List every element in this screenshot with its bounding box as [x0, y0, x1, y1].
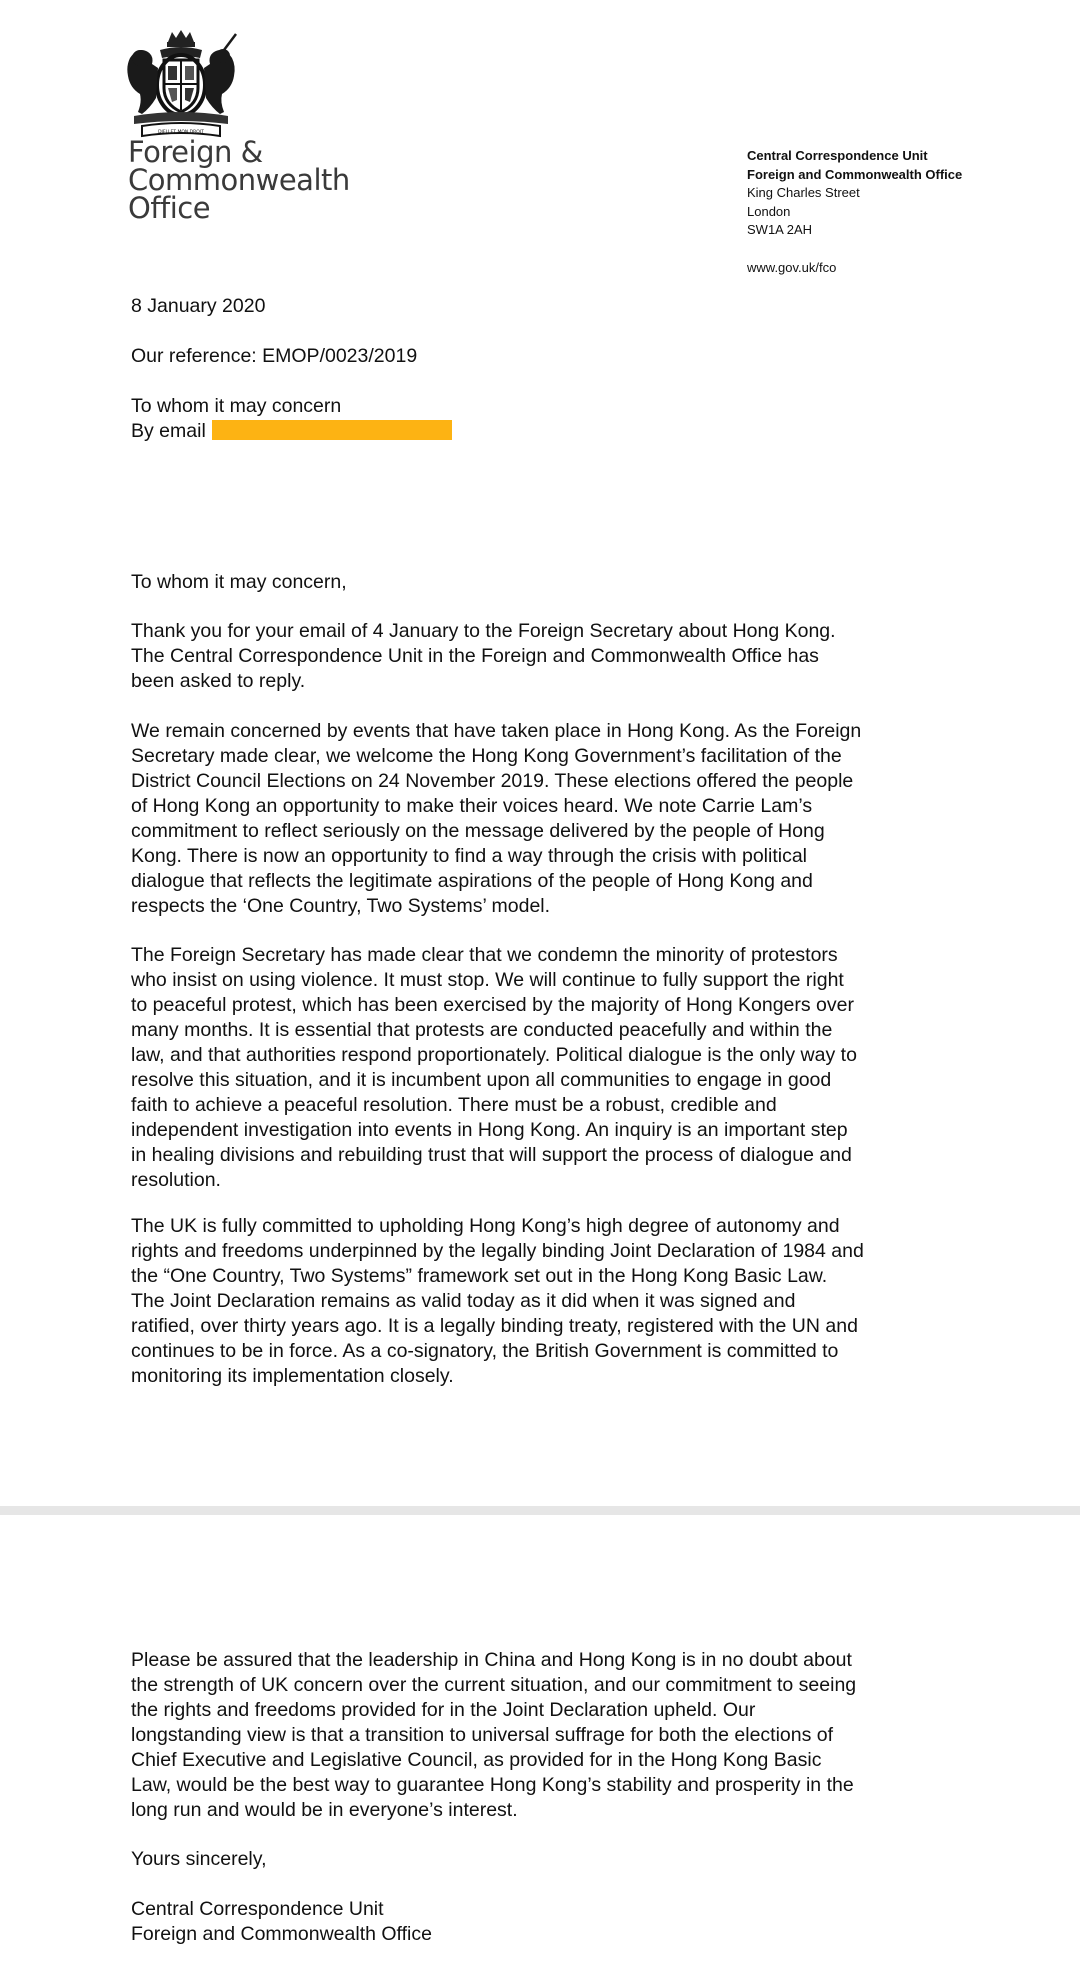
paragraph-line: resolution. [131, 1169, 221, 1191]
paragraph-3 [131, 943, 971, 1193]
sender-address [747, 147, 962, 277]
paragraph-line: Please be assured that the leadership in China and Hong Kong is in no doubt about [131, 1649, 852, 1671]
paragraph-line: resolve this situation, and it is incumbent upon all communities to engage in good [131, 1069, 832, 1091]
signature-unit: Central Correspondence Unit [131, 1898, 384, 1920]
letter-date: 8 January 2020 [131, 295, 266, 317]
logo-line-1: Foreign & [128, 135, 263, 169]
royal-coat-of-arms-icon [120, 28, 242, 140]
letter-reference: Our reference: EMOP/0023/2019 [131, 345, 418, 367]
letter-recipient: To whom it may concern [131, 395, 342, 417]
signature-office: Foreign and Commonwealth Office [131, 1923, 432, 1945]
address-office: Foreign and Commonwealth Office [747, 166, 963, 182]
page-break-separator [0, 1506, 1080, 1515]
paragraph-line: Thank you for your email of 4 January to the Foreign Secretary about Hong Kong. [131, 620, 836, 642]
address-website: www.gov.uk/fco [747, 259, 837, 275]
paragraph-1 [131, 619, 971, 694]
paragraph-line: independent investigation into events in Hong Kong. An inquiry is an important step [131, 1119, 848, 1141]
paragraph-line: The Foreign Secretary has made clear that we condemn the minority of protestors [131, 944, 838, 966]
paragraph-line: dialogue that reflects the legitimate aspirations of the people of Hong Kong and [131, 870, 813, 892]
by-email-line [131, 419, 452, 444]
paragraph-line: rights and freedoms underpinned by the legally binding Joint Declaration of 1984 and [131, 1240, 864, 1262]
paragraph-line: The Central Correspondence Unit in the Foreign and Commonwealth Office has [131, 645, 819, 667]
closing: Yours sincerely, [131, 1848, 267, 1870]
paragraph-line: faith to achieve a peaceful resolution. There must be a robust, credible and [131, 1094, 777, 1116]
by-email-label: By email [131, 420, 206, 442]
paragraph-line: the “One Country, Two Systems” framework set out in the Hong Kong Basic Law. [131, 1265, 828, 1287]
fco-logo [128, 135, 350, 225]
salutation: To whom it may concern, [131, 571, 347, 593]
paragraph-line: in healing divisions and rebuilding trust that will support the process of dialogue and [131, 1144, 852, 1166]
paragraph-5 [131, 1648, 971, 1823]
address-unit: Central Correspondence Unit [747, 148, 928, 163]
paragraph-line: of Hong Kong an opportunity to make their voices heard. We note Carrie Lam’s [131, 795, 813, 817]
paragraph-line: commitment to reflect seriously on the message delivered by the people of Hong [131, 820, 825, 842]
paragraph-line: Law, would be the best way to guarantee Hong Kong’s stability and prosperity in the [131, 1774, 854, 1796]
paragraph-line: District Council Elections on 24 November 2019. These elections offered the people [131, 770, 854, 792]
paragraph-line: monitoring its implementation closely. [131, 1365, 454, 1387]
paragraph-line: been asked to reply. [131, 670, 306, 692]
paragraph-line: The UK is fully committed to upholding Hong Kong’s high degree of autonomy and [131, 1215, 840, 1237]
paragraph-line: The Joint Declaration remains as valid today as it did when it was signed and [131, 1290, 796, 1312]
paragraph-line: ratified, over thirty years ago. It is a legally binding treaty, registered with the UN and [131, 1315, 858, 1337]
paragraph-line: the strength of UK concern over the current situation, and our commitment to seeing [131, 1674, 857, 1696]
address-postcode: SW1A 2AH [747, 222, 813, 237]
paragraph-line: who insist on using violence. It must stop. We will continue to fully support the right [131, 969, 844, 991]
address-city: London [747, 203, 791, 219]
paragraph-line: the rights and freedoms provided for in the Joint Declaration upheld. Our [131, 1699, 756, 1721]
logo-line-3: Office [128, 191, 211, 225]
paragraph-line: many months. It is essential that protests are conducted peacefully and within the [131, 1019, 833, 1041]
paragraph-line: law, and that authorities respond proportionately. Political dialogue is the only way to [131, 1044, 857, 1066]
paragraph-line: to peaceful protest, which has been exercised by the majority of Hong Kongers over [131, 994, 854, 1016]
paragraph-line: We remain concerned by events that have taken place in Hong Kong. As the Foreign [131, 720, 862, 742]
paragraph-4 [131, 1214, 971, 1389]
logo-line-2: Commonwealth [128, 163, 350, 197]
redacted-email-address [212, 420, 452, 440]
paragraph-line: respects the ‘One Country, Two Systems’ model. [131, 895, 551, 917]
paragraph-line: longstanding view is that a transition to universal suffrage for both the elections of [131, 1724, 834, 1746]
crest-motto-text: DIEU ET MON DROIT [158, 130, 204, 135]
paragraph-2 [131, 719, 971, 919]
paragraph-line: Kong. There is now an opportunity to find a way through the crisis with political [131, 845, 808, 867]
paragraph-line: Chief Executive and Legislative Council, as provided for in the Hong Kong Basic [131, 1749, 822, 1771]
paragraph-line: continues to be in force. As a co-signatory, the British Government is committed to [131, 1340, 839, 1362]
paragraph-line: Secretary made clear, we welcome the Hong Kong Government’s facilitation of the [131, 745, 842, 767]
paragraph-line: long run and would be in everyone’s interest. [131, 1799, 518, 1821]
address-street: King Charles Street [747, 185, 860, 200]
